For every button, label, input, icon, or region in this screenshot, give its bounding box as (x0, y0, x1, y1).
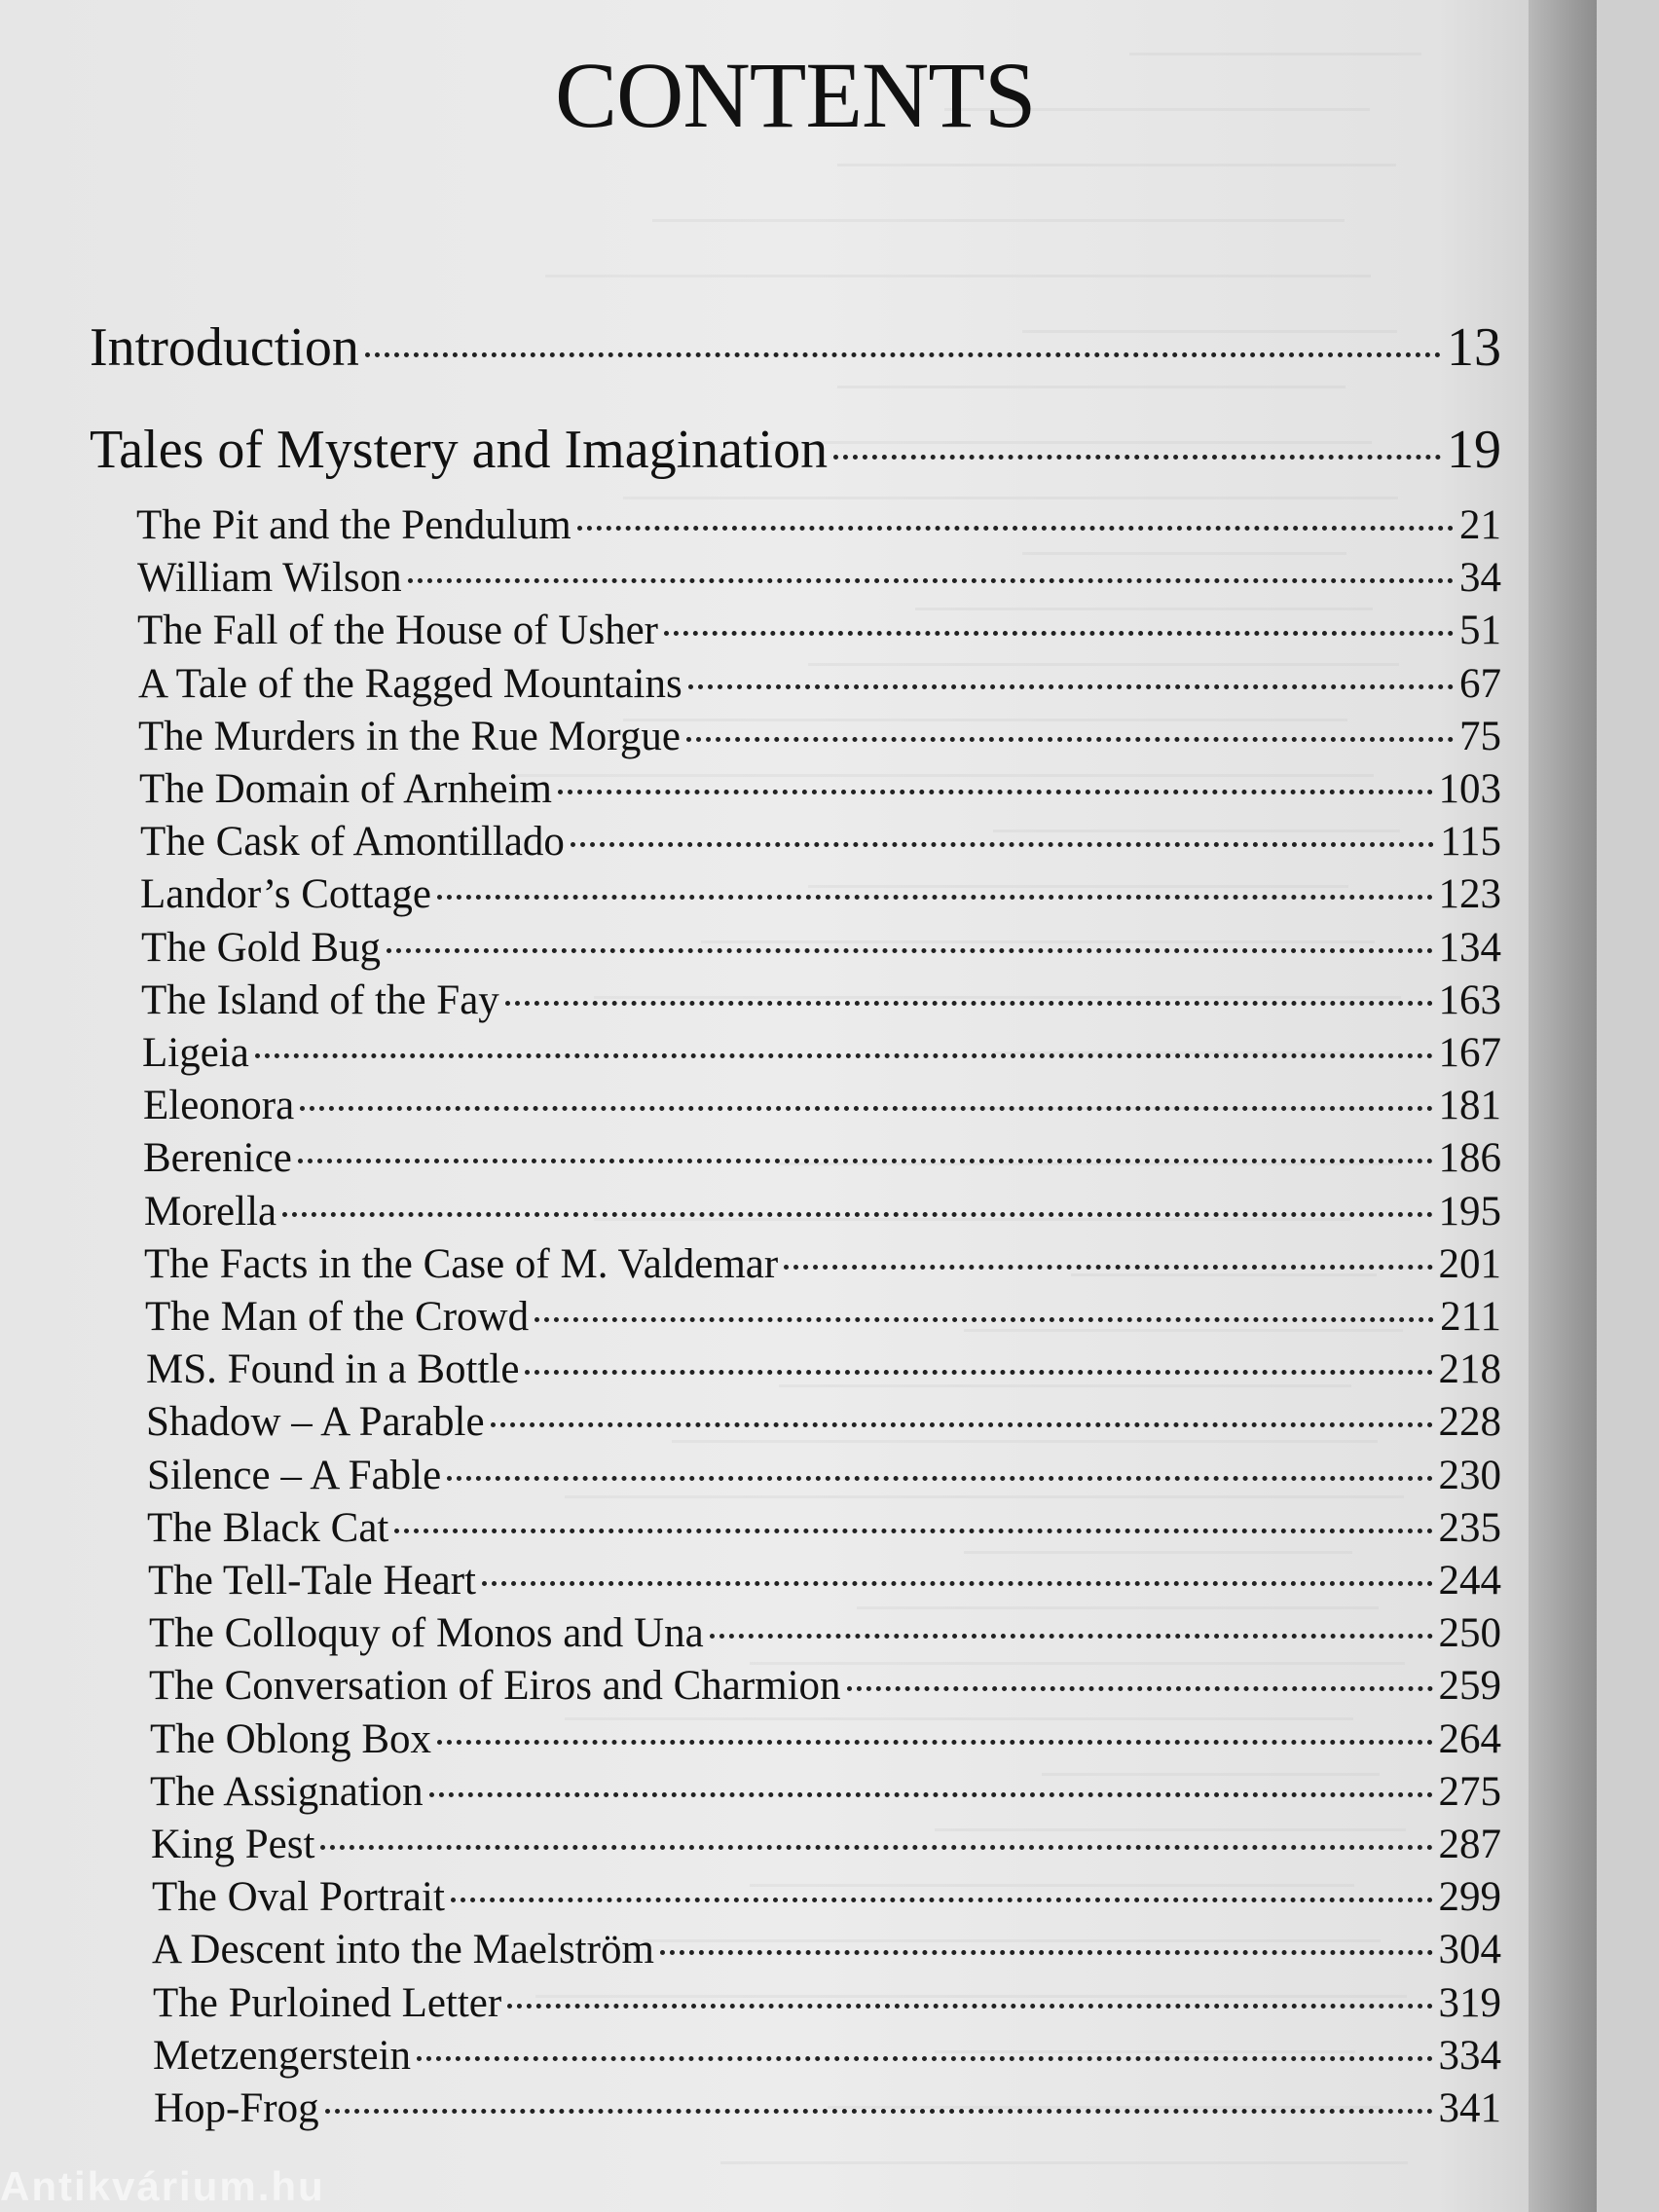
toc-entry-title: The Conversation of Eiros and Charmion (149, 1663, 841, 1709)
toc-entry (136, 501, 1501, 549)
page-title: CONTENTS (555, 43, 1036, 147)
toc-entry-title: The Domain of Arnheim (139, 766, 552, 812)
dot-leader (833, 455, 1441, 460)
bleed-through-line (545, 222, 1371, 277)
bleed-through-line (535, 2164, 1356, 2212)
toc-entry (137, 607, 1501, 654)
toc-entry (142, 1029, 1501, 1077)
toc-entry-title: Shadow – A Parable (146, 1399, 485, 1445)
toc-page-number: 19 (1447, 420, 1501, 480)
toc-entry (141, 924, 1501, 972)
toc-entry (149, 1609, 1501, 1657)
toc-entry-title: MS. Found in a Bottle (146, 1346, 520, 1392)
toc-page-number: 287 (1438, 1822, 1501, 1867)
toc-page-number: 259 (1438, 1663, 1501, 1709)
dot-leader (686, 737, 1454, 742)
toc-page-number: 115 (1440, 819, 1501, 865)
toc-section-entry (90, 419, 1501, 481)
dot-leader (429, 1792, 1433, 1797)
toc-entry (153, 2032, 1501, 2080)
toc-entry-title: The Murders in the Rue Morgue (138, 714, 681, 759)
toc-entry (146, 1398, 1501, 1446)
toc-entry-title: Introduction (90, 317, 359, 378)
dot-leader (710, 1634, 1433, 1639)
watermark: Antikvárium.hu (0, 2163, 325, 2209)
toc-entry-title: The Assignation (150, 1769, 424, 1815)
dot-leader (387, 948, 1432, 953)
toc-entry (137, 554, 1501, 602)
toc-entry (153, 1979, 1501, 2027)
dot-leader (365, 352, 1441, 357)
toc-entry-title: Landor’s Cottage (140, 871, 431, 917)
toc-entry-title: The Gold Bug (141, 925, 382, 971)
toc-entry (154, 2084, 1501, 2132)
dot-leader (688, 684, 1454, 689)
dot-leader (535, 1317, 1434, 1322)
toc-entry (139, 765, 1501, 813)
toc-page-number: 201 (1438, 1241, 1501, 1287)
toc-page-number: 218 (1438, 1346, 1501, 1392)
dot-leader (300, 1106, 1432, 1111)
toc-page-number: 186 (1438, 1135, 1501, 1181)
dot-leader (255, 1053, 1433, 1058)
dot-leader (417, 2056, 1432, 2061)
toc-entry (141, 977, 1501, 1024)
toc-page-number: 195 (1438, 1189, 1501, 1235)
dot-leader (558, 790, 1433, 794)
toc-page-number: 211 (1440, 1294, 1501, 1340)
dot-leader (784, 1265, 1432, 1270)
dot-leader (505, 1001, 1433, 1006)
toc-entry-title: Ligeia (142, 1030, 249, 1076)
toc-page-number: 103 (1438, 766, 1501, 812)
toc-entry-title: Hop-Frog (154, 2085, 319, 2131)
toc-entry-title: The Black Cat (147, 1505, 389, 1551)
toc-page-number: 244 (1438, 1558, 1501, 1604)
toc-entry-title: The Purloined Letter (153, 1980, 502, 2026)
toc-page-number: 75 (1459, 714, 1501, 759)
toc-entry-title: The Tell-Tale Heart (148, 1558, 477, 1604)
toc-entry (146, 1346, 1501, 1393)
bleed-through-line (652, 166, 1345, 222)
toc-entry (143, 1082, 1501, 1129)
dot-leader (298, 1159, 1433, 1163)
toc-page-number: 319 (1438, 1980, 1501, 2026)
toc-entry (143, 1134, 1501, 1182)
dot-leader (320, 1845, 1432, 1850)
toc-entry-title: Silence – A Fable (147, 1453, 442, 1498)
dot-leader (571, 842, 1434, 847)
dot-leader (525, 1370, 1432, 1375)
toc-entry-title: The Cask of Amontillado (140, 819, 565, 865)
book-spine-shadow (1529, 0, 1597, 2212)
dot-leader (282, 1212, 1432, 1217)
dot-leader (664, 631, 1454, 636)
toc-entry (151, 1821, 1501, 1868)
toc-entry-title: King Pest (151, 1822, 315, 1867)
dot-leader (437, 1740, 1432, 1745)
toc-page-number: 275 (1438, 1769, 1501, 1815)
dot-leader (451, 1898, 1433, 1902)
dot-leader (408, 578, 1454, 583)
toc-page-number: 341 (1438, 2085, 1501, 2131)
toc-entry-title: A Descent into the Maelström (152, 1927, 654, 1972)
toc-entry (148, 1557, 1501, 1604)
toc-page-number: 167 (1438, 1030, 1501, 1076)
toc-entry-title: The Island of the Fay (141, 977, 499, 1023)
toc-entry-title: Tales of Mystery and Imagination (90, 420, 829, 480)
dot-leader (577, 526, 1454, 531)
toc-entry-title: The Oblong Box (150, 1716, 432, 1762)
toc-page-number: 13 (1447, 317, 1501, 378)
toc-entry (138, 660, 1501, 708)
toc-entry (149, 1662, 1501, 1710)
toc-entry (140, 870, 1501, 918)
toc-entry (145, 1293, 1501, 1341)
toc-page-number: 299 (1438, 1874, 1501, 1920)
toc-entry-title: Eleonora (143, 1083, 295, 1128)
toc-page-number: 250 (1438, 1610, 1501, 1656)
toc-entry (150, 1768, 1501, 1816)
toc-entry-title: The Pit and the Pendulum (136, 502, 571, 548)
dot-leader (660, 1950, 1433, 1955)
toc-page-number: 181 (1438, 1083, 1501, 1128)
toc-entry-title: The Man of the Crowd (145, 1294, 530, 1340)
toc-entry-title: The Fall of the House of Usher (137, 608, 658, 653)
dot-leader (437, 895, 1433, 900)
toc-page-number: 228 (1438, 1399, 1501, 1445)
toc-entry (150, 1715, 1501, 1763)
toc-page-number: 230 (1438, 1453, 1501, 1498)
dot-leader (482, 1581, 1432, 1586)
dot-leader (447, 1476, 1432, 1481)
toc-entry (152, 1873, 1501, 1921)
toc-page-number: 264 (1438, 1716, 1501, 1762)
toc-page-number: 304 (1438, 1927, 1501, 1972)
toc-entry-title: Berenice (143, 1135, 292, 1181)
toc-entry-title: The Facts in the Case of M. Valdemar (144, 1241, 779, 1287)
toc-entry (144, 1188, 1501, 1235)
toc-entry-title: William Wilson (137, 555, 402, 601)
toc-entry (144, 1240, 1501, 1288)
dot-leader (394, 1529, 1432, 1533)
toc-entry (147, 1452, 1501, 1499)
toc-entry (140, 818, 1501, 866)
toc-entry-title: Metzengerstein (153, 2033, 412, 2079)
dot-leader (491, 1422, 1433, 1427)
toc-entry-title: The Colloquy of Monos and Una (149, 1610, 704, 1656)
toc-entry-title: A Tale of the Ragged Mountains (138, 661, 682, 707)
dot-leader (507, 2004, 1432, 2009)
toc-entry (152, 1926, 1501, 1973)
dot-leader (847, 1686, 1433, 1691)
toc-entry-title: The Oval Portrait (152, 1874, 445, 1920)
toc-entry (138, 713, 1501, 760)
toc-section-entry (90, 316, 1501, 379)
toc-page-number: 334 (1438, 2033, 1501, 2079)
toc-entry (147, 1504, 1501, 1552)
toc-page-number: 21 (1459, 502, 1501, 548)
toc-page-number: 163 (1438, 977, 1501, 1023)
bleed-through-line (1129, 0, 1421, 55)
toc-entry-title: Morella (144, 1189, 277, 1235)
toc-page-number: 34 (1459, 555, 1501, 601)
toc-page-number: 123 (1438, 871, 1501, 917)
toc-page-number: 51 (1459, 608, 1501, 653)
toc-page-number: 67 (1459, 661, 1501, 707)
dot-leader (325, 2109, 1433, 2114)
toc-page-number: 134 (1438, 925, 1501, 971)
toc-page-number: 235 (1438, 1505, 1501, 1551)
